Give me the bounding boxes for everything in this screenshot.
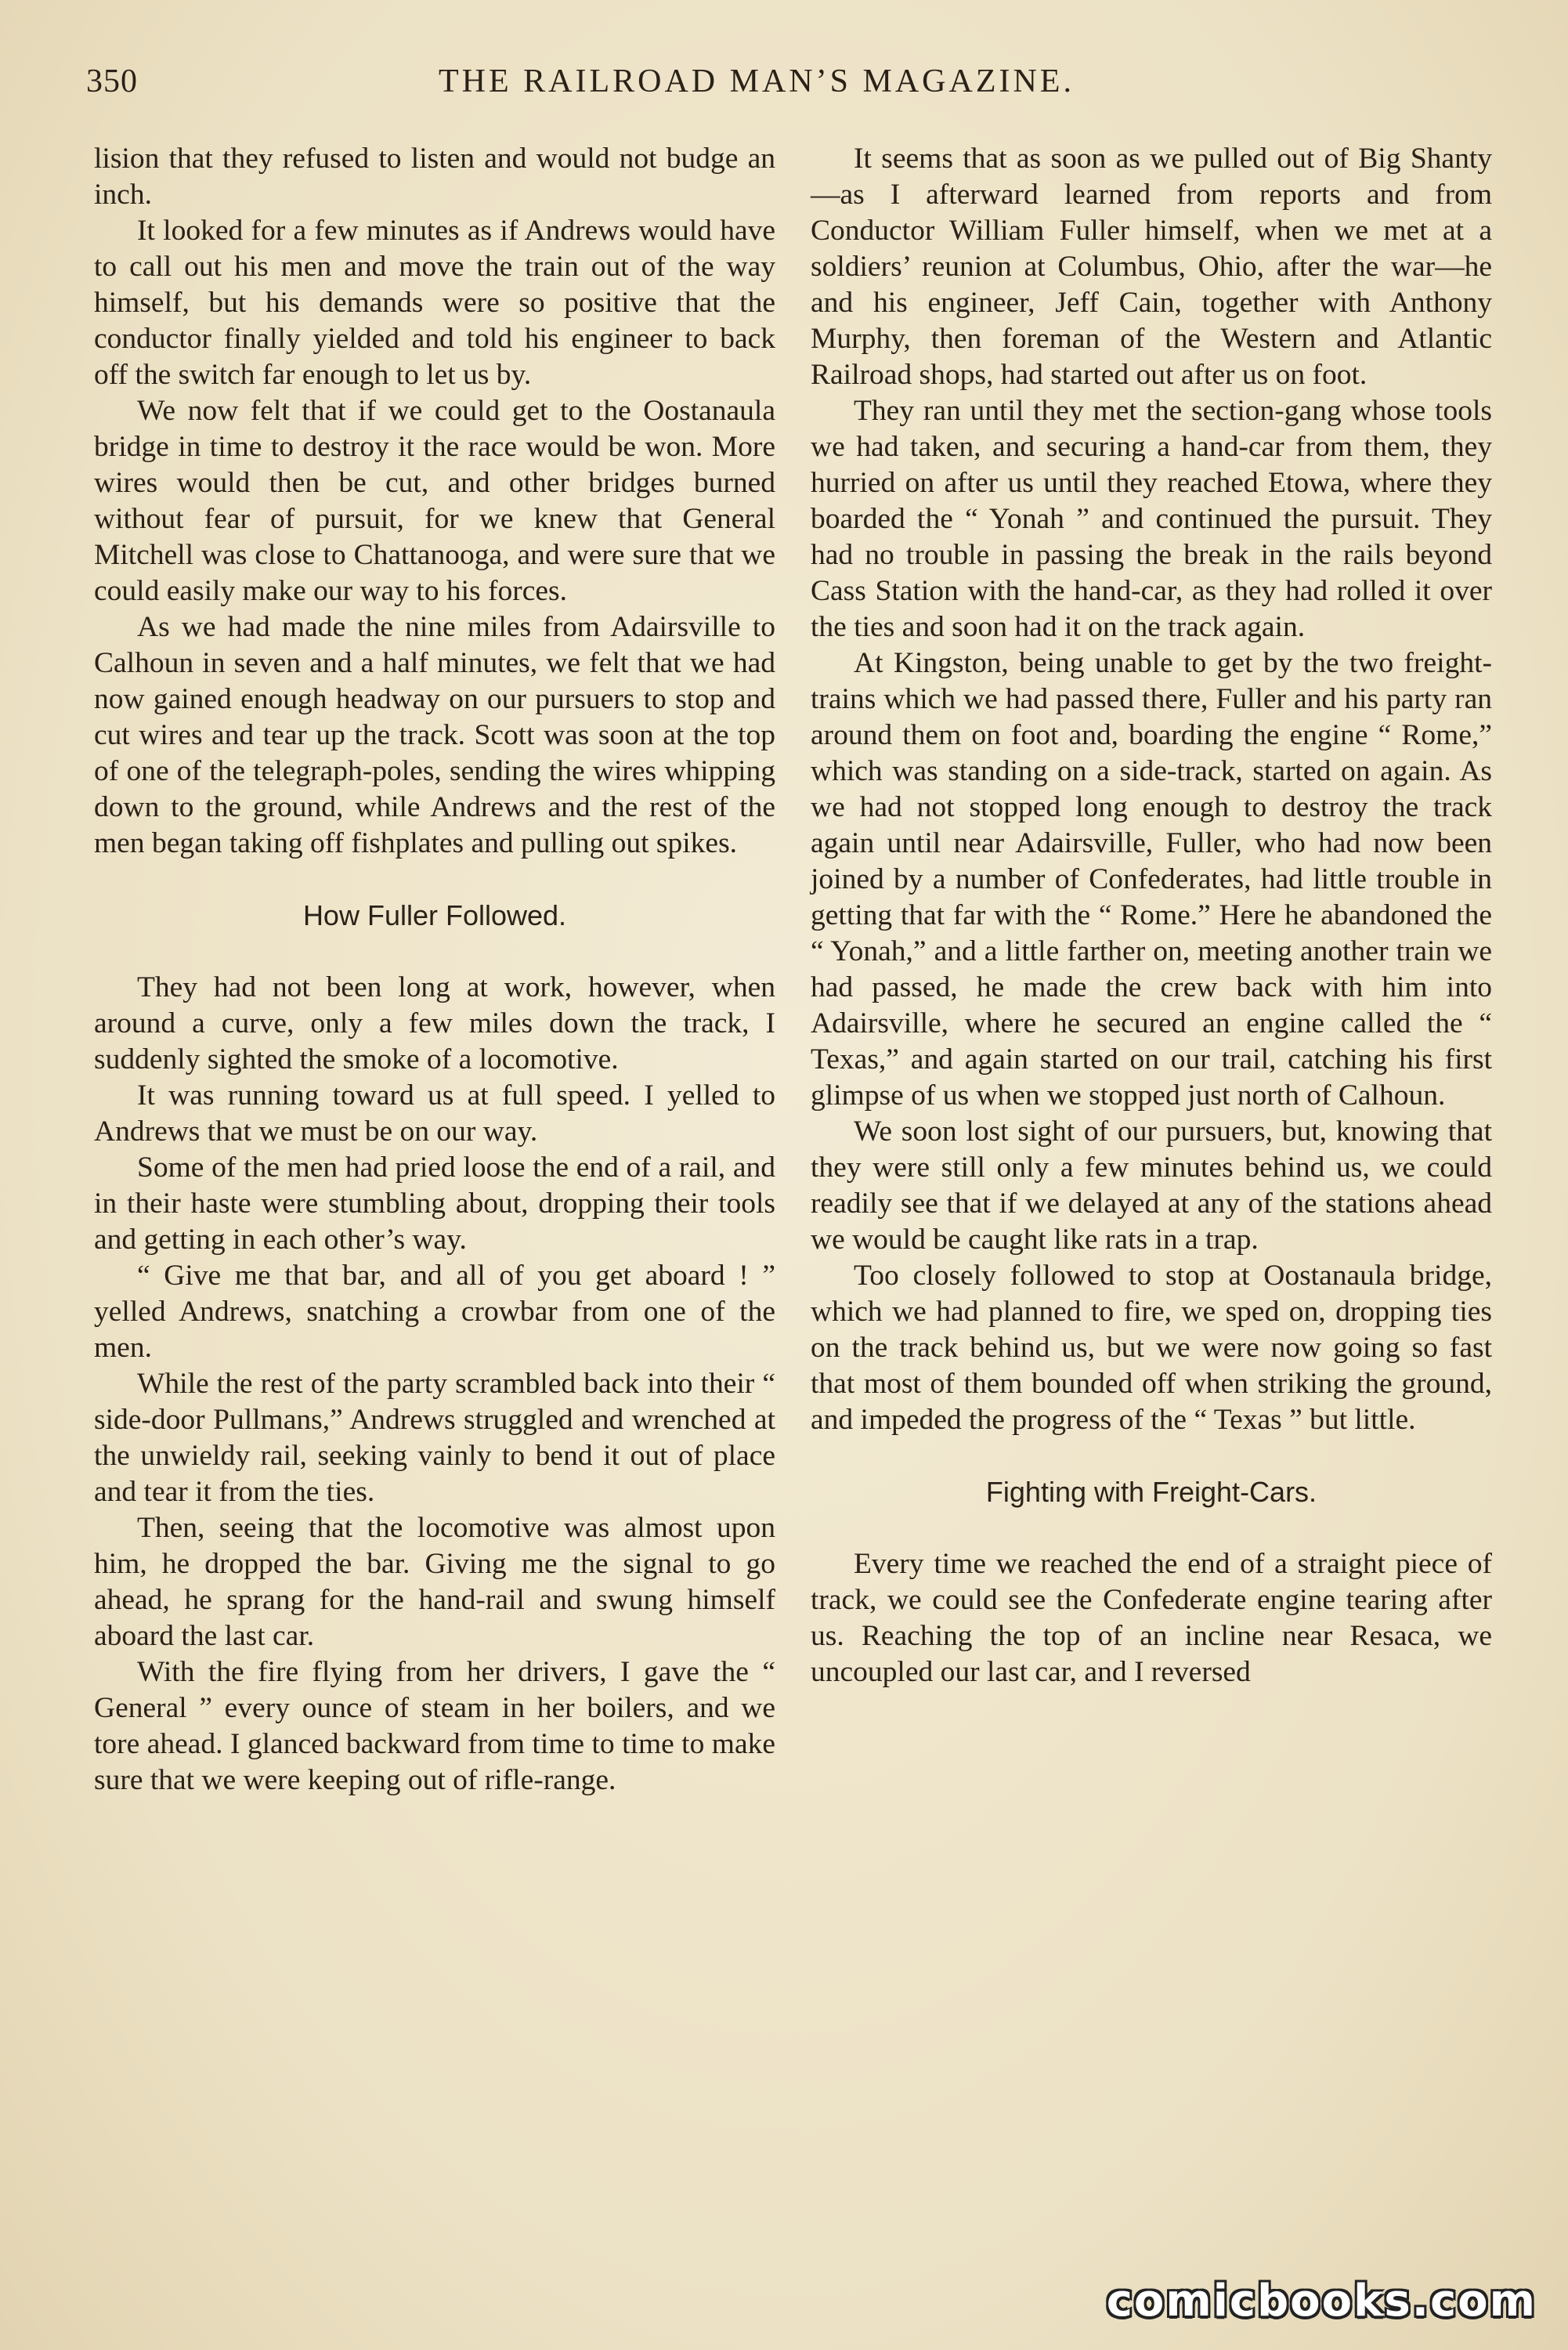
paragraph: It looked for a few minutes as if Andrews would have to call out his men and move the train out of the way himself, but his demands were so positive that the conductor finally yielded and told his engineer to back off the switch far enough to let us by. [94,215,775,391]
right-column [811,141,1492,1690]
paragraph: While the rest of the party scrambled back into their “ side-door Pullmans,” Andrews struggled and wrenched at the unwieldy rail, seeking vainly to bend it out of place and tear it from the ties. [94,1368,775,1508]
paragraph: Every time we reached the end of a straight piece of track, we could see the Confederate engine tearing after us. Reaching the top of an incline near Resaca, we uncoupled our last car, and I reversed [811,1548,1492,1688]
running-head: THE RAILROAD MAN’S MAGAZINE. [439,63,1075,99]
paragraph: Some of the men had pried loose the end of a rail, and in their haste were stumbling about, dropping their tools and getting in each other’s way. [94,1152,775,1256]
paragraph: Then, seeing that the locomotive was almost upon him, he dropped the bar. Giving me the signal to go ahead, he sprang for the hand-rail and swung himself aboard the last car. [94,1512,775,1652]
paragraph: At Kingston, being unable to get by the two freight-trains which we had passed there, Fuller and his party ran around them on foot and, boarding the engine “ Rome,” which was standing on a side-track, started on again. As we had not stopped long enough to destroy the track again until near Adairsville, Fuller, who had now been joined by a number of Confederates, had little trouble in getting that far with the “ Rome.” Here he abandoned the “ Yonah,” and a little farther on, meeting another train we had passed, he made the crew back with him into Adairsville, where he secured an engine called the “ Texas,” and again started on our trail, catching his first glimpse of us when we stopped just north of Calhoun. [811,647,1492,1112]
paragraph: They ran until they met the section-gang whose tools we had taken, and securing a hand-car from them, they hurried on after us until they reached Etowa, where they boarded the “ Yonah ” and continued the pursuit. They had no trouble in passing the break in the rails beyond Cass Station with the hand-car, as they had rolled it over the ties and soon had it on the track again. [811,395,1492,643]
page-header [86,63,1482,118]
paragraph: We soon lost sight of our pursuers, but, knowing that they were still only a few minutes behind us, we could readily see that if we delayed at any of the stations ahead we would be caught like rats in a trap. [811,1115,1492,1256]
paragraph: “ Give me that bar, and all of you get aboard ! ” yelled Andrews, snatching a crowbar from one of the men. [94,1260,775,1364]
paragraph: With the fire flying from her drivers, I gave the “ General ” every ounce of steam in her boilers, and we tore ahead. I glanced backward from time to time to make sure that we were keeping out of rifle-range. [94,1656,775,1796]
paragraph: As we had made the nine miles from Adairsville to Calhoun in seven and a half minutes, we felt that we had now gained enough headway on our pursuers to stop and cut wires and tear up the track. Scott was soon at the top of one of the telegraph-poles, sending the wires whipping down to the ground, while Andrews and the rest of the men began taking off fishplates and pulling out spikes. [94,611,775,859]
paragraph: We now felt that if we could get to the Oostanaula bridge in time to destroy it the race would be won. More wires would then be cut, and other bridges burned without fear of pursuit, for we knew that General Mitchell was close to Chattanooga, and were sure that we could easily make our way to his forces. [94,395,775,607]
paragraph: They had not been long at work, however, when around a curve, only a few miles down the track, I suddenly sighted the smoke of a locomotive. [94,971,775,1076]
paragraph: It seems that as soon as we pulled out of Big Shanty—as I afterward learned from reports and from Conductor William Fuller himself, when we met at a soldiers’ reunion at Columbus, Ohio, after the war—he and his engineer, Jeff Cain, together with Anthony Murphy, then foreman of the Western and Atlantic Railroad shops, had started out after us on foot. [811,143,1492,391]
paragraph: It was running toward us at full speed. I yelled to Andrews that we must be on our way. [94,1079,775,1148]
page-number: 350 [86,63,138,99]
left-column [94,141,775,1799]
paragraph: lision that they refused to listen and would not budge an inch. [94,143,775,211]
section-heading: How Fuller Followed. [302,899,567,931]
section-heading: Fighting with Freight-Cars. [985,1476,1317,1508]
watermark-logo: comicbooks.com [1106,2276,1537,2326]
paragraph: Too closely followed to stop at Oostanaula bridge, which we had planned to fire, we sped on, dropping ties on the track behind us, but we were now going so fast that most of them bounded off when striking the ground, and impeded the progress of the “ Texas ” but little. [811,1260,1492,1436]
